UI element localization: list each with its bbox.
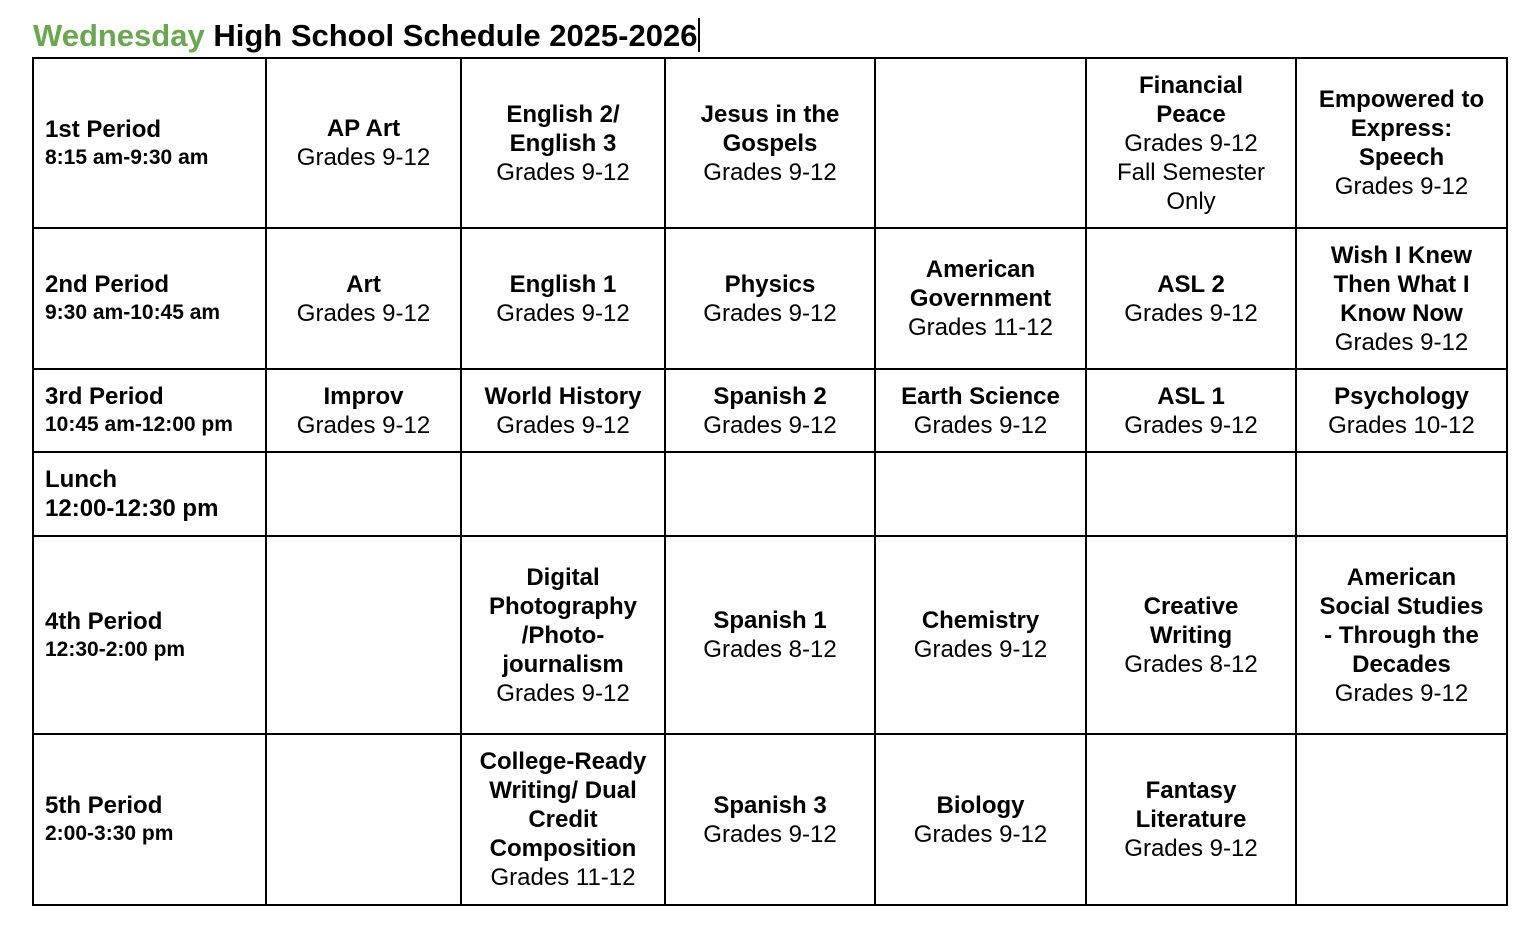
schedule-row	[33, 369, 1507, 452]
course-title: Peace	[1156, 100, 1226, 128]
text-cursor	[698, 18, 700, 52]
course-title: Writing	[1149, 621, 1233, 649]
course-title: AP Art	[326, 115, 401, 142]
period-cell[interactable]	[33, 536, 266, 734]
period-time: 2:00-3:30 pm	[45, 822, 174, 845]
course-title: Spanish 3	[713, 791, 827, 819]
schedule-row	[33, 58, 1507, 228]
course-title: English 1	[509, 270, 617, 298]
course-title: Composition	[489, 835, 637, 862]
course-title: ASL 2	[1157, 270, 1225, 298]
course-title: Biology	[936, 791, 1025, 819]
course-grades: Grades 10-12	[1328, 411, 1475, 439]
course-title: Psychology	[1334, 382, 1469, 410]
class-cell[interactable]	[266, 369, 461, 452]
course-title: Social Studies	[1319, 592, 1484, 620]
course-grades: Grades 9-12	[296, 299, 431, 327]
schedule-row	[33, 452, 1507, 536]
period-cell[interactable]	[33, 58, 266, 228]
class-cell[interactable]	[461, 228, 665, 369]
course-title: ASL 1	[1157, 382, 1225, 410]
course-title: Jesus in the	[700, 100, 840, 128]
class-cell[interactable]	[1086, 58, 1296, 228]
class-cell[interactable]	[266, 228, 461, 369]
course-title: Speech	[1358, 144, 1445, 171]
period-name: 1st Period	[45, 115, 162, 143]
course-grades: Grades 11-12	[490, 864, 636, 891]
course-grades: Grades 9-12	[913, 820, 1048, 848]
class-cell[interactable]	[461, 369, 665, 452]
class-cell[interactable]	[266, 58, 461, 228]
class-cell[interactable]	[665, 734, 875, 905]
class-cell[interactable]	[875, 734, 1086, 905]
course-title: Chemistry	[921, 607, 1040, 634]
course-grades: Grades 9-12	[1334, 173, 1469, 200]
course-grades: Grades 11-12	[908, 314, 1053, 341]
period-time: 12:00-12:30 pm	[45, 495, 219, 522]
course-title: Financial	[1138, 71, 1244, 99]
course-title: Decades	[1352, 650, 1451, 678]
course-title: Empowered to	[1318, 86, 1485, 113]
class-cell[interactable]	[1086, 369, 1296, 452]
course-title: World History	[484, 382, 642, 410]
schedule-row	[33, 228, 1507, 369]
document-title[interactable]	[33, 14, 700, 58]
course-grades: Only	[1166, 187, 1216, 215]
class-cell[interactable]	[665, 228, 875, 369]
empty-cell[interactable]	[875, 58, 1086, 228]
schedule-body	[33, 58, 1507, 905]
schedule-row	[33, 536, 1507, 734]
course-title: Writing/ Dual	[489, 777, 637, 804]
course-grades: Grades 9-12	[913, 636, 1048, 663]
title-day: Wednesday	[33, 18, 205, 53]
class-cell[interactable]	[1086, 536, 1296, 734]
course-title: /Photo-	[521, 621, 605, 649]
schedule-row	[33, 734, 1507, 905]
course-grades: Grades 9-12	[496, 411, 630, 439]
period-name: Lunch	[45, 466, 117, 493]
class-cell[interactable]	[665, 536, 875, 734]
title-text: High School Schedule 2025-2026	[204, 18, 698, 53]
course-grades: Grades 9-12	[1334, 679, 1469, 707]
class-cell[interactable]	[1296, 228, 1507, 369]
course-title: Spanish 2	[713, 382, 827, 410]
course-title: Physics	[724, 270, 816, 298]
course-grades: Grades 9-12	[296, 411, 431, 439]
course-grades: Grades 9-12	[703, 158, 837, 186]
course-title: Government	[909, 285, 1052, 312]
period-time: 8:15 am-9:30 am	[45, 145, 209, 169]
period-name: 4th Period	[45, 607, 163, 635]
class-cell[interactable]	[461, 536, 665, 734]
class-cell[interactable]	[1296, 536, 1507, 734]
empty-cell[interactable]	[875, 452, 1086, 536]
class-cell[interactable]	[1296, 369, 1507, 452]
class-cell[interactable]	[665, 369, 875, 452]
course-title: American	[925, 256, 1036, 283]
period-cell[interactable]	[33, 228, 266, 369]
class-cell[interactable]	[1296, 58, 1507, 228]
empty-cell[interactable]	[665, 452, 875, 536]
course-grades: Grades 9-12	[1124, 129, 1258, 157]
course-title: Photography	[489, 592, 637, 620]
course-grades: Grades 9-12	[1124, 835, 1258, 862]
course-grades: Grades 9-12	[496, 679, 630, 707]
empty-cell[interactable]	[266, 452, 461, 536]
course-grades: Grades 9-12	[496, 158, 630, 186]
class-cell[interactable]	[875, 536, 1086, 734]
course-title: Express:	[1350, 115, 1453, 142]
period-name: 3rd Period	[45, 383, 164, 410]
course-title: - Through the	[1324, 621, 1479, 649]
course-title: Improv	[323, 382, 404, 410]
period-cell[interactable]	[33, 369, 266, 452]
course-title: Spanish 1	[713, 607, 827, 634]
course-title: Gospels	[722, 129, 818, 157]
course-title: English 2/	[506, 100, 620, 128]
course-title: journalism	[502, 650, 624, 678]
empty-cell[interactable]	[1086, 452, 1296, 536]
course-grades: Grades 9-12	[1124, 411, 1258, 439]
course-grades: Grades 9-12	[913, 411, 1048, 439]
course-title: Creative	[1143, 592, 1239, 620]
class-cell[interactable]	[875, 228, 1086, 369]
course-title: Digital	[526, 563, 600, 591]
class-cell[interactable]	[875, 369, 1086, 452]
course-title: Then What I	[1333, 270, 1470, 298]
course-title: College-Ready	[479, 748, 647, 775]
empty-cell[interactable]	[1296, 452, 1507, 536]
class-cell[interactable]	[1086, 734, 1296, 905]
class-cell[interactable]	[1086, 228, 1296, 369]
period-name: 5th Period	[45, 792, 163, 819]
course-title: Fantasy	[1145, 777, 1237, 804]
course-grades: Grades 9-12	[296, 144, 431, 171]
course-title: English 3	[509, 129, 617, 157]
course-title: Art	[346, 270, 381, 298]
class-cell[interactable]	[461, 734, 665, 905]
period-name: 2nd Period	[45, 271, 170, 298]
course-grades: Grades 8-12	[703, 636, 837, 663]
course-grades: Grades 9-12	[1334, 328, 1469, 356]
course-grades: Grades 9-12	[703, 820, 837, 848]
empty-cell[interactable]	[266, 536, 461, 734]
course-grades: Fall Semester	[1116, 158, 1266, 186]
class-cell[interactable]	[461, 58, 665, 228]
period-time: 10:45 am-12:00 pm	[45, 413, 233, 436]
course-grades: Grades 9-12	[703, 299, 837, 327]
period-cell[interactable]	[33, 452, 266, 536]
empty-cell[interactable]	[266, 734, 461, 905]
course-title: Literature	[1135, 806, 1247, 833]
course-grades: Grades 8-12	[1124, 650, 1258, 678]
course-grades: Grades 9-12	[1124, 299, 1258, 327]
empty-cell[interactable]	[461, 452, 665, 536]
course-grades: Grades 9-12	[496, 299, 630, 327]
course-title: Earth Science	[901, 382, 1060, 410]
period-cell[interactable]	[33, 734, 266, 905]
period-time: 12:30-2:00 pm	[45, 637, 186, 661]
course-title: Wish I Knew	[1330, 241, 1473, 269]
class-cell[interactable]	[665, 58, 875, 228]
course-title: Know Now	[1340, 299, 1463, 327]
course-grades: Grades 9-12	[703, 411, 837, 439]
schedule-table	[32, 57, 1508, 906]
period-time: 9:30 am-10:45 am	[45, 301, 221, 324]
course-title: American	[1346, 563, 1457, 591]
course-title: Credit	[528, 806, 598, 833]
empty-cell[interactable]	[1296, 734, 1507, 905]
